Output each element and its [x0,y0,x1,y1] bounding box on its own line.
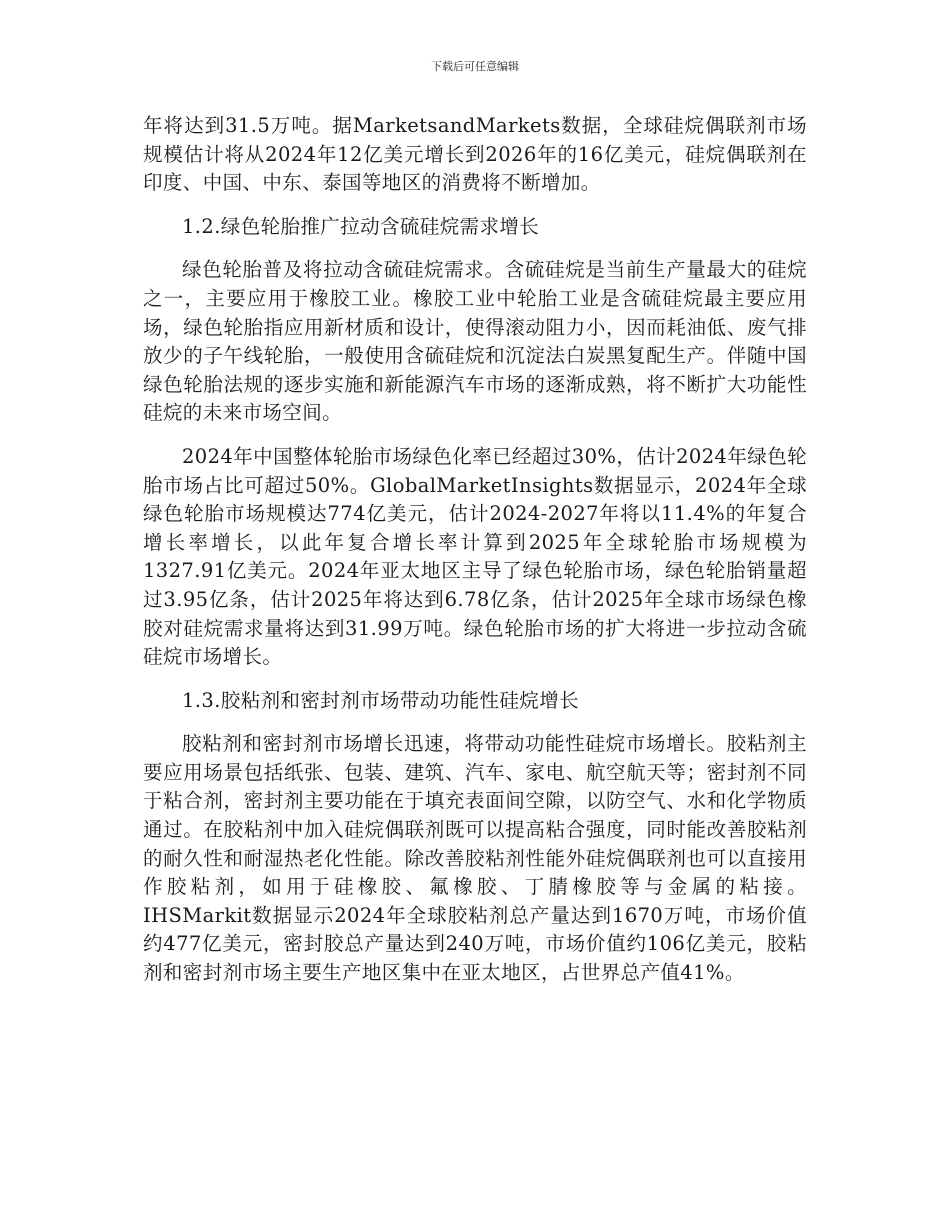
paragraph-intro: 年将达到31.5万吨。据MarketsandMarkets数据，全球硅烷偶联剂市场规模估计将从2024年12亿美元增长到2026年的16亿美元，硅烷偶联剂在印度、中国、中东、泰国等地区的消费将不断增加。 [143,114,807,195]
page-header: 下载后可任意编辑 [431,60,519,73]
section-heading-1-2: 1.2.绿色轮胎推广拉动含硫硅烷需求增长 [182,214,540,238]
document-body [143,112,807,988]
section-heading-1-3: 1.3.胶粘剂和密封剂市场带动功能性硅烷增长 [182,688,580,712]
paragraph-green-tire-demand: 绿色轮胎普及将拉动含硫硅烷需求。含硫硅烷是当前生产量最大的硅烷之一，主要应用于橡胶工业。橡胶工业中轮胎工业是含硫硅烷最主要应用场，绿色轮胎指应用新材质和设计，使得滚动阻力小，因而耗油低、废气排放少的子午线轮胎，一般使用含硫硅烷和沉淀法白炭黑复配生产。伴随中国绿色轮胎法规的逐步实施和新能源汽车市场的逐渐成熟，将不断扩大功能性硅烷的未来市场空间。 [143,258,807,425]
paragraph-green-tire-market: 2024年中国整体轮胎市场绿色化率已经超过30%，估计2024年绿色轮胎市场占比可超过50%。GlobalMarketInsights数据显示，2024年全球绿色轮胎市场规模达774亿美元，估计2024-2027年将以11.4%的年复合增长率增长，以此年复合增长率计算到2025年全球轮胎市场规模为1327.91亿美元。2024年亚太地区主导了绿色轮胎市场，绿色轮胎销量超过3.95亿条，估计2025年将达到6.78亿条，估计2025年全球市场绿色橡胶对硅烷需求量将达到31.99万吨。绿色轮胎市场的扩大将进一步拉动含硫硅烷市场增长。 [143,444,807,669]
paragraph-adhesive-market: 胶粘剂和密封剂市场增长迅速，将带动功能性硅烷市场增长。胶粘剂主要应用场景包括纸张、包装、建筑、汽车、家电、航空航天等；密封剂不同于粘合剂，密封剂主要功能在于填充表面间空隙，以防空气、水和化学物质通过。在胶粘剂中加入硅烷偶联剂既可以提高粘合强度，同时能改善胶粘剂的耐久性和耐湿热老化性能。除改善胶粘剂性能外硅烷偶联剂也可以直接用作胶粘剂，如用于硅橡胶、氟橡胶、丁腈橡胶等与金属的粘接。IHSMarkit数据显示2024年全球胶粘剂总产量达到1670万吨，市场价值约477亿美元，密封胶总产量达到240万吨，市场价值约106亿美元，胶粘剂和密封剂市场主要生产地区集中在亚太地区，占世界总产值41%。 [143,732,807,985]
